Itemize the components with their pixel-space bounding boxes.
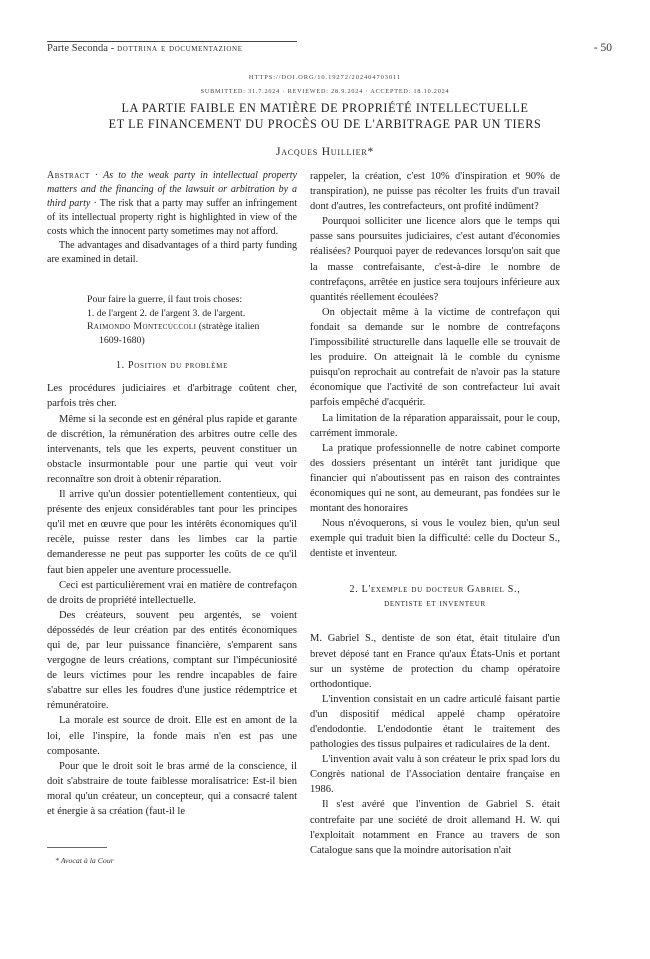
paragraph: Ceci est particulièrement vrai en matière de contrefaçon de droits de propriété intellectuelle. (47, 579, 297, 606)
paragraph: L'invention consistait en un cadre articulé faisant partie d'un dispositif médical appelé champ opératoire d'endodontie. L'endodontie étant le traitement des pathologies des tissus pulpaires et radiculaires de la dent. (310, 693, 560, 751)
doi-link[interactable]: HTTPS://DOI.ORG/10.19272/202404703011 (248, 74, 402, 81)
right-column (310, 169, 560, 858)
section-2-heading-line-1: 2. L'exemple du docteur Gabriel S., (349, 584, 521, 596)
paragraph: Les procédures judiciaires et d'arbitrage coûtent cher, parfois très cher. (47, 383, 297, 410)
footnote: * Avocat à la Cour (55, 856, 114, 865)
running-header (47, 41, 297, 54)
paragraph: La morale est source de droit. Elle est en amont de la loi, elle l'inspire, la fonde mais n'en est pas une composante. (47, 715, 297, 757)
abstract-paragraph (47, 169, 297, 239)
section-2-heading (310, 583, 560, 611)
header-part: Parte Seconda - (47, 43, 115, 54)
abstract (47, 169, 297, 267)
title-line-2: ET LE FINANCEMENT DU PROCÈS OU DE L'ARBITRAGE PAR UN TIERS (108, 117, 542, 131)
article-title (0, 100, 650, 132)
paragraph: La limitation de la réparation apparaissait, pour le coup, carrément immorale. (310, 412, 560, 439)
epigraph-attribution (87, 320, 297, 334)
abstract-separator: · (89, 170, 104, 181)
paragraph: Même si la seconde est en général plus rapide et garante de discrétion, la rémunération des arbitres outre celle des intervenants, tels que les experts, peuvent constituer un obstacle insurmontable pour une partie qui veut voir reconnaître son droit à obtenir réparation. (47, 413, 297, 485)
paragraph: Des créateurs, souvent peu argentés, se voient dépossédés de leur création par des entités économiques qui de, par leur puissance financière, s'emparent sans vergogne de leurs créations, comptant sur l'impécuniosité de leurs victimes pour les rendre incapables de faire s'abattre sur elles les foudres d'une justice rédemptrice et rémunératoire. (47, 609, 297, 712)
left-column (47, 169, 297, 819)
paragraph: rappeler, la création, c'est 10% d'inspiration et 90% de transpiration), ne puisse pas récolter les fruits d'un travail dont d'autres, les contrefacteurs, ont profité indûment? (310, 171, 560, 213)
abstract-title: As to the weak party in intellectual property matters and the financing of the lawsuit or arbitration by a third party (47, 170, 297, 209)
paragraph: Nous n'évoquerons, si vous le voulez bien, qu'un seul exemple qui traduit bien la difficulté: celle du Docteur S., dentiste et inventeur. (310, 518, 560, 560)
abstract-label: Abstract (47, 170, 90, 181)
section-1-heading: 1. Position du problème (115, 360, 229, 372)
abstract-text: · The risk that a party may suffer an infringement of its intellectual property right is highlighted in view of the costs which the innocent party sometimes may not afford. (47, 198, 297, 237)
paragraph: L'invention avait valu à son créateur le prix spad lors du Congrès national de l'Association dentaire française en 1986. (310, 754, 560, 796)
page-number: - 50 (593, 42, 612, 54)
paragraph: Pour que le droit soit le bras armé de la conscience, il doit s'abstraire de toute faiblesse moralisatrice: Est-il bien moral qu'un créateur, un concepteur, qui a consacré talent et énergie à sa création (faut-il le (47, 760, 297, 817)
submission-dates: SUBMITTED: 31.7.2024 · REVIEWED: 28.9.2024 · ACCEPTED: 18.10.2024 (200, 88, 450, 95)
footnote-divider (47, 847, 107, 848)
paragraph: Pourquoi solliciter une licence alors que le temps qui passe sans poursuites judiciaires, c'est autant d'économies réalisées? Pourquoi payer de redevances lorsqu'on sait que la masse contrefaisante, c'est-à-dire le nombre de contrefaçons, arrêtée en justice sera toujours inférieure aux quantités réellement écoulées? (310, 216, 560, 303)
section-2-heading-line-2: dentiste et inventeur (384, 598, 486, 610)
paragraph: M. Gabriel S., dentiste de son état, était titulaire d'un brevet déposé tant en France qu'aux États-Unis et portant sur un système de protection du champ opératoire orthodontique. (310, 633, 560, 690)
title-line-1: LA PARTIE FAIBLE EN MATIÈRE DE PROPRIÉTÉ INTELLECTUELLE (121, 101, 529, 115)
abstract-paragraph-2: The advantages and disadvantages of a third party funding are examined in detail. (47, 240, 297, 265)
epigraph (87, 293, 297, 347)
paragraph: Il s'est avéré que l'invention de Gabriel S. était contrefaite par une société de droit allemand H. W. qui l'exploitait notamment en France au travers de son Catalogue sans que la moindre autorisation n'ait (310, 799, 560, 856)
paragraph: On objectait même à la victime de contrefaçon qui fondait sa demande sur le nombre de contrefaçons l'impossibilité structurelle dans laquelle elle se trouvait de les produire. On atteignait là le comble du cynisme puisqu'on reprochait au contrefait de n'avoir pas la stature économique que l'activité de son contrefacteur lui avait parfois empêché d'acquérir. (310, 306, 560, 409)
epigraph-line-2: 1. de l'argent 2. de l'argent 3. de l'argent. (87, 307, 246, 319)
epigraph-author: Raimondo Montecuccoli (87, 321, 197, 333)
epigraph-years: 1609-1680) (99, 334, 145, 346)
article-author: Jacques Huillier* (275, 146, 375, 158)
paragraph: Il arrive qu'un dossier potentiellement contentieux, qui présente des enjeux considérables tant pour les principes qu'il met en œuvre que pour les intérêts économiques qu'il recèle, puisse rester dans les limbes car la partie demanderesse ne peut pas supporter les coûts de ce qu'il faut bien appeler une aventure processuelle. (47, 489, 297, 576)
header-section: dottrina e documentazione (117, 43, 243, 54)
epigraph-line-1: Pour faire la guerre, il faut trois choses: (87, 294, 243, 305)
epigraph-author-note: (stratège italien (196, 321, 260, 333)
paragraph: La pratique professionnelle de notre cabinet comporte des dossiers présentant un intérêt tant juridique que financier qui n'aboutissent pas en raison des contraintes économiques qui ne sont, au demeurant, pas fondées sur le montant des honoraires (310, 442, 560, 515)
